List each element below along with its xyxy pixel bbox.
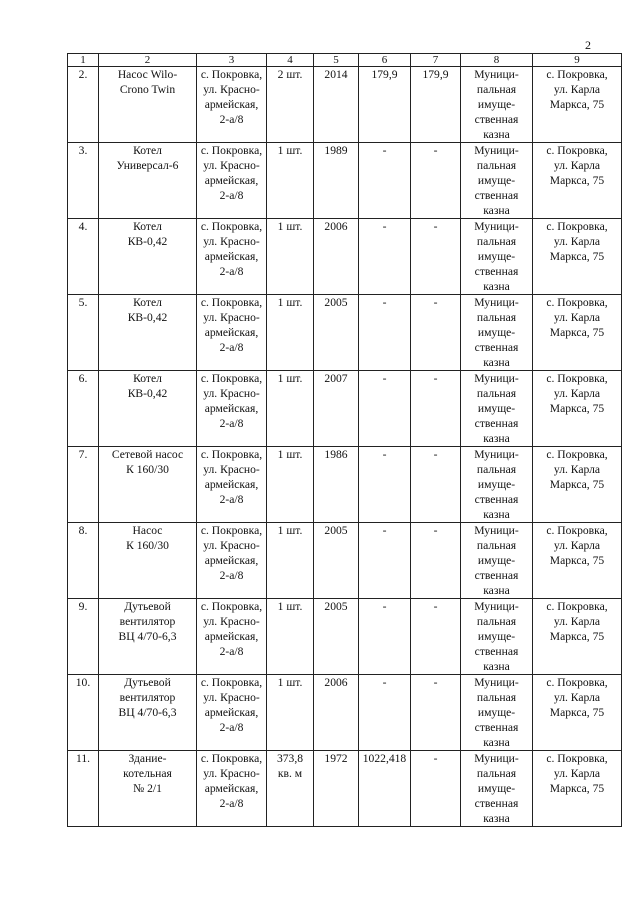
year-cell: 2005 bbox=[314, 523, 359, 599]
column-number-row bbox=[68, 54, 622, 67]
holder-cell: с. Покровка, ул. Карла Маркса, 75 bbox=[533, 599, 622, 675]
value-cell-7: - bbox=[411, 675, 461, 751]
table-row bbox=[68, 143, 622, 219]
value-cell-6: - bbox=[359, 295, 411, 371]
value-cell-7: 179,9 bbox=[411, 67, 461, 143]
quantity-cell: 1 шт. bbox=[267, 675, 314, 751]
column-header: 4 bbox=[267, 54, 314, 67]
holder-cell: с. Покровка, ул. Карла Маркса, 75 bbox=[533, 751, 622, 827]
owner-cell: Муници- пальная имуще- ственная казна bbox=[461, 371, 533, 447]
quantity-cell: 1 шт. bbox=[267, 219, 314, 295]
item-name-cell: Котел КВ-0,42 bbox=[99, 371, 197, 447]
column-header: 7 bbox=[411, 54, 461, 67]
value-cell-7: - bbox=[411, 599, 461, 675]
value-cell-7: - bbox=[411, 295, 461, 371]
item-name-cell: Дутьевой вентилятор ВЦ 4/70-6,3 bbox=[99, 599, 197, 675]
property-table bbox=[67, 53, 622, 827]
value-cell-7: - bbox=[411, 143, 461, 219]
year-cell: 2014 bbox=[314, 67, 359, 143]
value-cell-6: - bbox=[359, 675, 411, 751]
item-name-cell: Насос К 160/30 bbox=[99, 523, 197, 599]
location-cell: с. Покровка, ул. Красно- армейская, 2-а/8 bbox=[197, 751, 267, 827]
table-body bbox=[68, 67, 622, 827]
row-number-cell: 8. bbox=[68, 523, 99, 599]
value-cell-7: - bbox=[411, 219, 461, 295]
location-cell: с. Покровка, ул. Красно- армейская, 2-а/8 bbox=[197, 447, 267, 523]
value-cell-7: - bbox=[411, 371, 461, 447]
holder-cell: с. Покровка, ул. Карла Маркса, 75 bbox=[533, 143, 622, 219]
page-number: 2 bbox=[585, 38, 591, 52]
owner-cell: Муници- пальная имуще- ственная казна bbox=[461, 143, 533, 219]
value-cell-6: - bbox=[359, 219, 411, 295]
value-cell-6: - bbox=[359, 447, 411, 523]
year-cell: 1989 bbox=[314, 143, 359, 219]
item-name-cell: Котел Универсал-6 bbox=[99, 143, 197, 219]
owner-cell: Муници- пальная имуще- ственная казна bbox=[461, 675, 533, 751]
quantity-cell: 1 шт. bbox=[267, 447, 314, 523]
quantity-cell: 2 шт. bbox=[267, 67, 314, 143]
value-cell-7: - bbox=[411, 751, 461, 827]
holder-cell: с. Покровка, ул. Карла Маркса, 75 bbox=[533, 67, 622, 143]
value-cell-7: - bbox=[411, 523, 461, 599]
item-name-cell: Сетевой насос К 160/30 bbox=[99, 447, 197, 523]
table-row bbox=[68, 295, 622, 371]
quantity-cell: 1 шт. bbox=[267, 371, 314, 447]
table-row bbox=[68, 675, 622, 751]
value-cell-6: 1022,418 bbox=[359, 751, 411, 827]
table-row bbox=[68, 67, 622, 143]
owner-cell: Муници- пальная имуще- ственная казна bbox=[461, 751, 533, 827]
item-name-cell: Насос Wilo- Crono Twin bbox=[99, 67, 197, 143]
value-cell-6: - bbox=[359, 523, 411, 599]
item-name-cell: Котел КВ-0,42 bbox=[99, 295, 197, 371]
table-row bbox=[68, 751, 622, 827]
row-number-cell: 5. bbox=[68, 295, 99, 371]
table-row bbox=[68, 523, 622, 599]
column-header: 8 bbox=[461, 54, 533, 67]
year-cell: 2006 bbox=[314, 219, 359, 295]
row-number-cell: 6. bbox=[68, 371, 99, 447]
holder-cell: с. Покровка, ул. Карла Маркса, 75 bbox=[533, 219, 622, 295]
value-cell-7: - bbox=[411, 447, 461, 523]
quantity-cell: 1 шт. bbox=[267, 295, 314, 371]
column-header: 6 bbox=[359, 54, 411, 67]
location-cell: с. Покровка, ул. Красно- армейская, 2-а/8 bbox=[197, 523, 267, 599]
owner-cell: Муници- пальная имуще- ственная казна bbox=[461, 219, 533, 295]
table-row bbox=[68, 447, 622, 523]
quantity-cell: 1 шт. bbox=[267, 523, 314, 599]
column-header: 1 bbox=[68, 54, 99, 67]
owner-cell: Муници- пальная имуще- ственная казна bbox=[461, 295, 533, 371]
row-number-cell: 7. bbox=[68, 447, 99, 523]
year-cell: 1986 bbox=[314, 447, 359, 523]
column-header: 3 bbox=[197, 54, 267, 67]
row-number-cell: 11. bbox=[68, 751, 99, 827]
row-number-cell: 2. bbox=[68, 67, 99, 143]
table-row bbox=[68, 599, 622, 675]
holder-cell: с. Покровка, ул. Карла Маркса, 75 bbox=[533, 523, 622, 599]
year-cell: 2005 bbox=[314, 599, 359, 675]
location-cell: с. Покровка, ул. Красно- армейская, 2-а/8 bbox=[197, 599, 267, 675]
location-cell: с. Покровка, ул. Красно- армейская, 2-а/8 bbox=[197, 219, 267, 295]
holder-cell: с. Покровка, ул. Карла Маркса, 75 bbox=[533, 447, 622, 523]
value-cell-6: - bbox=[359, 599, 411, 675]
owner-cell: Муници- пальная имуще- ственная казна bbox=[461, 447, 533, 523]
item-name-cell: Котел КВ-0,42 bbox=[99, 219, 197, 295]
value-cell-6: 179,9 bbox=[359, 67, 411, 143]
row-number-cell: 10. bbox=[68, 675, 99, 751]
quantity-cell: 373,8 кв. м bbox=[267, 751, 314, 827]
holder-cell: с. Покровка, ул. Карла Маркса, 75 bbox=[533, 675, 622, 751]
year-cell: 2006 bbox=[314, 675, 359, 751]
row-number-cell: 3. bbox=[68, 143, 99, 219]
row-number-cell: 4. bbox=[68, 219, 99, 295]
year-cell: 1972 bbox=[314, 751, 359, 827]
holder-cell: с. Покровка, ул. Карла Маркса, 75 bbox=[533, 295, 622, 371]
holder-cell: с. Покровка, ул. Карла Маркса, 75 bbox=[533, 371, 622, 447]
quantity-cell: 1 шт. bbox=[267, 599, 314, 675]
year-cell: 2007 bbox=[314, 371, 359, 447]
location-cell: с. Покровка, ул. Красно- армейская, 2-а/8 bbox=[197, 675, 267, 751]
item-name-cell: Дутьевой вентилятор ВЦ 4/70-6,3 bbox=[99, 675, 197, 751]
table-row bbox=[68, 219, 622, 295]
owner-cell: Муници- пальная имуще- ственная казна bbox=[461, 523, 533, 599]
location-cell: с. Покровка, ул. Красно- армейская, 2-а/8 bbox=[197, 143, 267, 219]
location-cell: с. Покровка, ул. Красно- армейская, 2-а/8 bbox=[197, 371, 267, 447]
column-header: 5 bbox=[314, 54, 359, 67]
item-name-cell: Здание- котельная № 2/1 bbox=[99, 751, 197, 827]
location-cell: с. Покровка, ул. Красно- армейская, 2-а/8 bbox=[197, 67, 267, 143]
owner-cell: Муници- пальная имуще- ственная казна bbox=[461, 67, 533, 143]
location-cell: с. Покровка, ул. Красно- армейская, 2-а/8 bbox=[197, 295, 267, 371]
owner-cell: Муници- пальная имуще- ственная казна bbox=[461, 599, 533, 675]
quantity-cell: 1 шт. bbox=[267, 143, 314, 219]
column-header: 9 bbox=[533, 54, 622, 67]
table-row bbox=[68, 371, 622, 447]
value-cell-6: - bbox=[359, 371, 411, 447]
column-header: 2 bbox=[99, 54, 197, 67]
row-number-cell: 9. bbox=[68, 599, 99, 675]
value-cell-6: - bbox=[359, 143, 411, 219]
year-cell: 2005 bbox=[314, 295, 359, 371]
